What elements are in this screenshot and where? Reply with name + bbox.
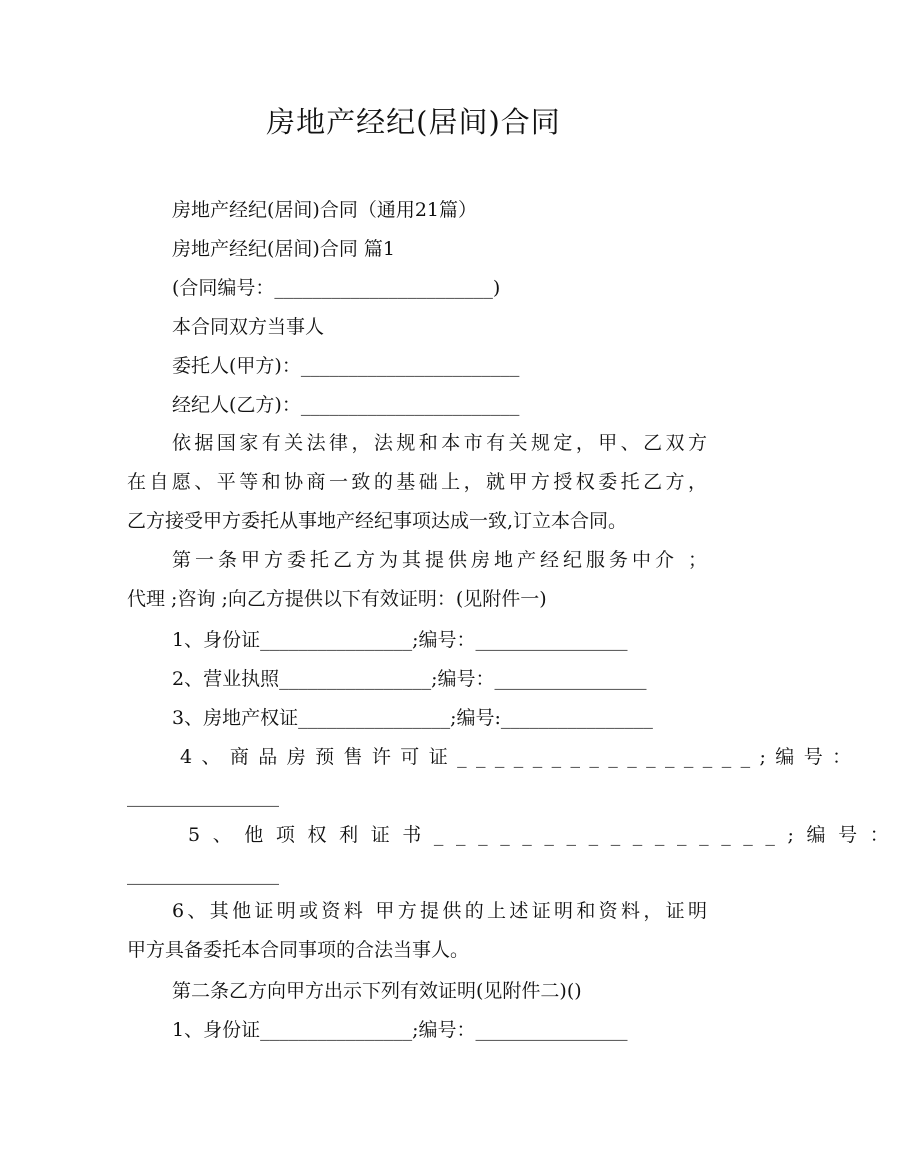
article-two-heading: 第二条乙方向甲方出示下列有效证明(见附件二)() — [172, 980, 582, 1002]
item-business-license: 2、营业执照________________;编号：________________ — [172, 668, 647, 690]
intro-paragraph-line-1: 依据国家有关法律，法规和本市有关规定，甲、乙双方 — [172, 432, 707, 454]
subtitle-line: 房地产经纪(居间)合同（通用21篇） — [172, 199, 478, 221]
other-materials-line-1: 6、其他证明或资料 甲方提供的上述证明和资料，证明 — [172, 900, 707, 922]
item-other-rights-certificate: 5、他项权利证书________________;编号： — [188, 824, 901, 846]
other-materials-paragraph — [127, 892, 707, 970]
other-materials-line-2: 甲方具备委托本合同事项的合法当事人。 — [127, 939, 470, 961]
party-a-line: 委托人(甲方)：_______________________ — [172, 355, 520, 377]
article-heading: 房地产经纪(居间)合同 篇1 — [172, 238, 395, 260]
intro-paragraph-line-2: 在自愿、平等和协商一致的基础上，就甲方授权委托乙方， — [127, 471, 707, 493]
item-id-card: 1、身份证________________;编号：________________ — [172, 629, 628, 651]
intro-paragraph-line-3: 乙方接受甲方委托从事地产经纪事项达成一致,订立本合同。 — [127, 510, 628, 532]
parties-heading: 本合同双方当事人 — [172, 316, 325, 338]
article-one-line-2: 代理 ;咨询 ;向乙方提供以下有效证明：(见附件一) — [127, 588, 547, 610]
article-one-line-1: 第一条甲方委托乙方为其提供房地产经纪服务中介 ； — [172, 549, 707, 571]
party-b-line: 经纪人(乙方)：_______________________ — [172, 394, 520, 416]
item-presale-permit: 4、商品房预售许可证________________;编号： — [180, 746, 861, 768]
article-one-paragraph — [127, 541, 707, 619]
item-id-card-2: 1、身份证________________;编号：________________ — [172, 1019, 628, 1041]
item-other-rights-number: ________________ — [127, 863, 279, 885]
document-title: 房地产经纪(居间)合同 — [266, 105, 561, 139]
item-property-certificate: 3、房地产权证________________;编号:________________ — [172, 707, 653, 729]
item-presale-permit-number: ________________ — [127, 785, 279, 807]
contract-number-line: (合同编号：_______________________) — [172, 277, 501, 299]
intro-paragraph — [127, 424, 707, 541]
